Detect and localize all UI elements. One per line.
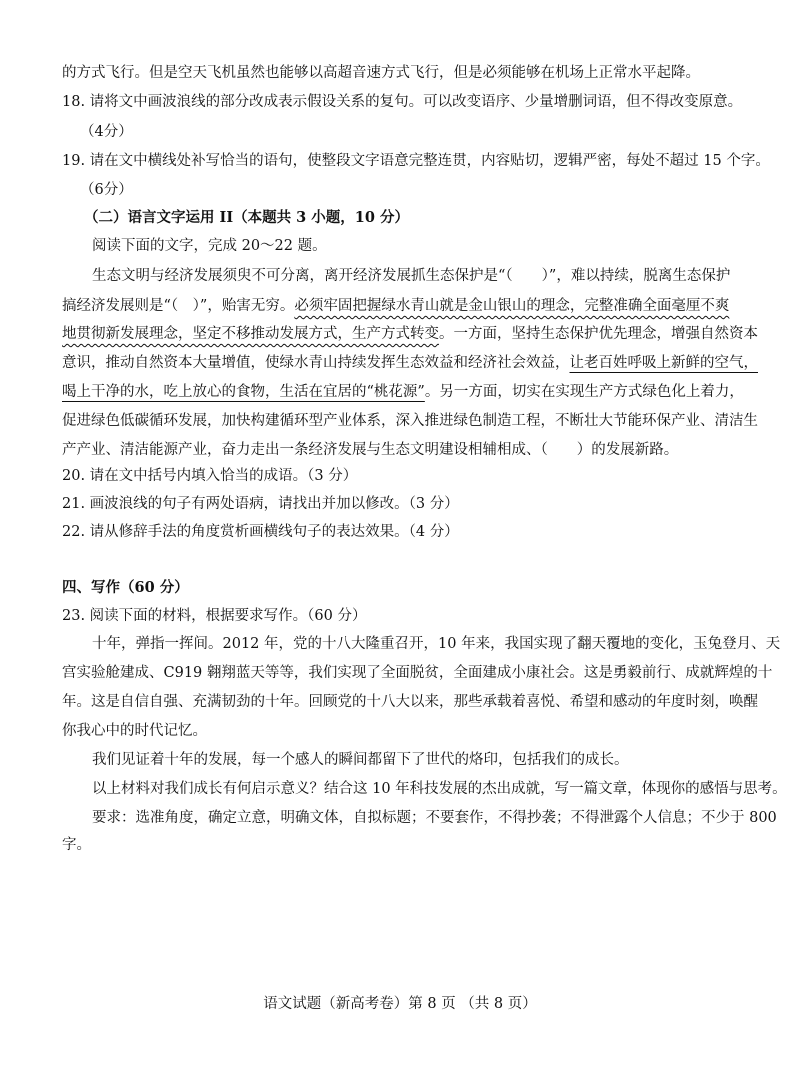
passage-line xyxy=(62,324,758,344)
text-line: 的方式飞行。但是空天飞机虽然也能够以高超音速方式飞行，但是必须能够在机场上正常水平起降。 xyxy=(62,65,700,81)
passage-line xyxy=(62,296,729,316)
requirements-line: 要求：选准角度，确定立意，明确文体，自拟标题；不要套作，不得抄袭；不得泄露个人信息；不少于 800 xyxy=(92,810,777,826)
score-19: （6分） xyxy=(80,182,133,198)
passage-text: 。另一方面，切实在实现生产方式绿色化上着力， xyxy=(424,384,744,400)
material-line: 十年，弹指一挥间。2012 年，党的十八大隆重召开，10 年来，我国实现了翻天覆地的变化，玉兔登月、天 xyxy=(92,636,781,652)
question-21: 21. 画波浪线的句子有两处语病，请找出并加以修改。（3 分） xyxy=(62,496,459,512)
material-line: 你我心中的时代记忆。 xyxy=(62,723,207,739)
question-20: 20. 请在文中括号内填入恰当的成语。（3 分） xyxy=(62,468,358,484)
material-line: 年。这是自信自强、充满韧劲的十年。回顾党的十八大以来，那些承载着喜悦、希望和感动的年度时刻，唤醒 xyxy=(62,694,758,710)
section-title-4: 四、写作（60 分） xyxy=(62,579,189,596)
wavy-underlined-text: 地贯彻新发展理念，坚定不移推动发展方式，生产方式转变 xyxy=(62,326,439,342)
wavy-underlined-text: 必须牢固把握绿水青山就是金山银山的理念，完整准确全面毫厘不爽 xyxy=(294,298,730,314)
passage-line xyxy=(62,382,744,402)
question-19: 19. 请在文中横线处补写恰当的语句，使整段文字语意完整连贯，内容贴切，逻辑严密，每处不超过 15 个字。 xyxy=(62,153,770,169)
passage-line: 生态文明与经济发展须臾不可分离，离开经济发展抓生态保护是“（ ）”，难以持续，脱离生态保护 xyxy=(92,268,731,284)
material-line: 以上材料对我们成长有何启示意义？结合这 10 年科技发展的杰出成就，写一篇文章，体现你的感悟与思考。 xyxy=(92,781,787,797)
passage-text: 。一方面，坚持生态保护优先理念，增强自然资本 xyxy=(439,326,758,342)
passage-line: 产产业、清洁能源产业，奋力走出一条经济发展与生态文明建设相辅相成、（ ）的发展新路。 xyxy=(62,442,679,458)
page-footer: 语文试题（新高考卷）第 8 页 （共 8 页） xyxy=(263,996,537,1012)
passage-text: 搞经济发展则是“（ ）”，贻害无穷。 xyxy=(62,298,295,314)
material-line: 宫实验舱建成、C919 翱翔蓝天等等，我们实现了全面脱贫，全面建成小康社会。这是勇毅前行、成就辉煌的十 xyxy=(62,665,773,681)
requirements-line: 字。 xyxy=(62,837,91,853)
question-18: 18. 请将文中画波浪线的部分改成表示假设关系的复句。可以改变语序、少量增删词语，但不得改变原意。 xyxy=(62,94,743,110)
section-title-2: （二）语言文字运用 II（本题共 3 小题，10 分） xyxy=(84,209,410,226)
score-18: （4分） xyxy=(80,124,133,140)
material-line: 我们见证着十年的发展，每一个感人的瞬间都留下了世代的烙印，包括我们的成长。 xyxy=(92,752,629,768)
passage-text: 意识，推动自然资本大量增值，使绿水青山持续发挥生态效益和经济社会效益， xyxy=(62,355,570,371)
underlined-text: 让老百姓呼吸上新鲜的空气， xyxy=(569,355,758,371)
underlined-text: 喝上干净的水，吃上放心的食物，生活在宜居的“桃花源” xyxy=(62,384,425,400)
passage-line: 促进绿色低碳循环发展，加快构建循环型产业体系，深入推进绿色制造工程，不断壮大节能环保产业、清洁生 xyxy=(62,413,758,429)
reading-instruction: 阅读下面的文字，完成 20～22 题。 xyxy=(92,238,327,254)
passage-line xyxy=(62,353,758,373)
question-23: 23. 阅读下面的材料，根据要求写作。（60 分） xyxy=(62,608,367,624)
question-22: 22. 请从修辞手法的角度赏析画横线句子的表达效果。（4 分） xyxy=(62,524,459,540)
